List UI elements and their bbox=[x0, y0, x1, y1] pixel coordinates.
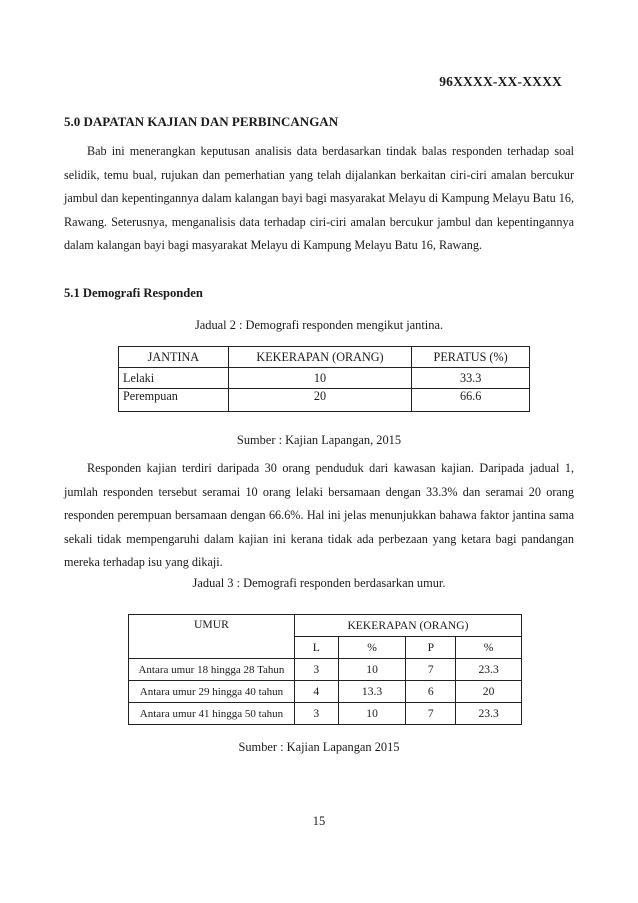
table2-caption: Jadual 3 : Demografi responden berdasarkan umur. bbox=[192, 576, 446, 590]
subsection-title: 5.1 Demografi Responden bbox=[64, 286, 203, 300]
table-cell: 3 bbox=[294, 703, 338, 725]
table-cell: 33.3 bbox=[412, 368, 530, 389]
table-cell: Antara umur 18 hingga 28 Tahun bbox=[129, 659, 295, 681]
table-cell: 10 bbox=[228, 368, 412, 389]
table2-source: Sumber : Kajian Lapangan 2015 bbox=[238, 740, 400, 754]
intro-paragraph: Bab ini menerangkan keputusan analisis data berdasarkan tindak balas responden terhadap soal selidik, temu bual, rujukan dan pemerhatian yang telah dijalankan berkaitan ciri-ciri amalan bercukur jambul dan kepentingannya dalam kalangan bayi bagi masyarakat Melayu di Kampung Melayu Batu 16, Rawang. Seterusnya, menganalisis data terhadap ciri-ciri amalan bercukur jambul dan kepentingannya dalam kalangan bayi bagi masyarakat Melayu di Kampung Melayu Batu 16, Rawang. bbox=[64, 144, 574, 253]
table-cell: Perempuan bbox=[119, 389, 229, 412]
table1-source: Sumber : Kajian Lapangan, 2015 bbox=[236, 433, 402, 447]
table-row bbox=[129, 681, 522, 703]
table-cell: 3 bbox=[294, 659, 338, 681]
table-header-cell: KEKERAPAN (ORANG) bbox=[228, 347, 412, 368]
table-cell: Lelaki bbox=[119, 368, 229, 389]
table-cell: 23.3 bbox=[456, 703, 522, 725]
table-cell: Antara umur 29 hingga 40 tahun bbox=[129, 681, 295, 703]
table-row bbox=[129, 703, 522, 725]
page-number: 15 bbox=[312, 814, 326, 828]
table-header-cell: % bbox=[338, 637, 406, 659]
table-header-cell: KEKERAPAN (ORANG) bbox=[294, 615, 521, 637]
table-row bbox=[119, 389, 530, 412]
table-header-row bbox=[129, 615, 522, 637]
table-row bbox=[119, 368, 530, 389]
gender-discussion-paragraph: Responden kajian terdiri daripada 30 orang penduduk dari kawasan kajian. Daripada jadual 1, jumlah responden tersebut seramai 10 orang lelaki bersamaan dengan 33.3% dan seramai 20 orang responden perempuan bersamaan dengan 66.6%. Hal ini jelas menunjukkan bahawa faktor jantina sama sekali tidak mempengaruhi dalam kajian ini kerana tidak ada perbezaan yang ketara bagi pandangan mereka terhadap isu yang dikaji. bbox=[64, 461, 574, 570]
table-header-cell: UMUR bbox=[129, 615, 295, 659]
table-cell: 66.6 bbox=[412, 389, 530, 412]
table-cell: 20 bbox=[456, 681, 522, 703]
table-header-cell: JANTINA bbox=[119, 347, 229, 368]
age-demographics-table bbox=[128, 614, 522, 725]
table-cell: 10 bbox=[338, 703, 406, 725]
table-cell: Antara umur 41 hingga 50 tahun bbox=[129, 703, 295, 725]
table-cell: 23.3 bbox=[456, 659, 522, 681]
gender-demographics-table bbox=[118, 346, 530, 412]
table-cell: 4 bbox=[294, 681, 338, 703]
table-cell: 6 bbox=[406, 681, 456, 703]
document-id: 96XXXX-XX-XXXX bbox=[439, 74, 562, 89]
table-cell: 7 bbox=[406, 659, 456, 681]
table1-caption: Jadual 2 : Demografi responden mengikut jantina. bbox=[194, 318, 444, 332]
section-title: 5.0 DAPATAN KAJIAN DAN PERBINCANGAN bbox=[64, 114, 339, 129]
table-cell: 10 bbox=[338, 659, 406, 681]
table-header-cell: P bbox=[406, 637, 456, 659]
table-header-cell: % bbox=[456, 637, 522, 659]
table-cell: 20 bbox=[228, 389, 412, 412]
table-header-cell: L bbox=[294, 637, 338, 659]
table-header-cell: PERATUS (%) bbox=[412, 347, 530, 368]
table-cell: 13.3 bbox=[338, 681, 406, 703]
table-row bbox=[129, 659, 522, 681]
table-header-row bbox=[119, 347, 530, 368]
table-cell: 7 bbox=[406, 703, 456, 725]
